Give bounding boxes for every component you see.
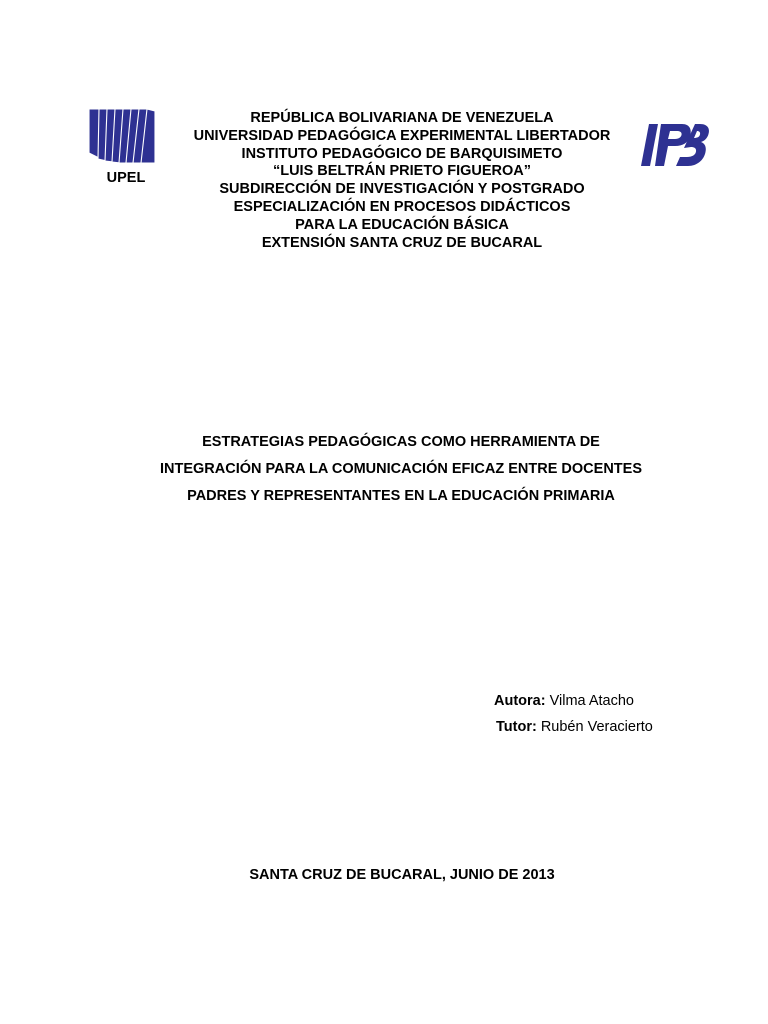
header-line: PARA LA EDUCACIÓN BÁSICA <box>295 216 509 233</box>
header-line: UNIVERSIDAD PEDAGÓGICA EXPERIMENTAL LIBERTADOR <box>193 127 611 144</box>
header-line: “LUIS BELTRÁN PRIETO FIGUEROA” <box>272 163 532 180</box>
header-line: INSTITUTO PEDAGÓGICO DE BARQUISIMETO <box>241 145 563 162</box>
authors-block <box>494 688 653 740</box>
tutor-label: Tutor: <box>496 719 537 735</box>
header-line: EXTENSIÓN SANTA CRUZ DE BUCARAL <box>261 234 543 251</box>
upel-label: UPEL <box>106 170 146 186</box>
title-line: PADRES Y REPRESENTANTES EN LA EDUCACIÓN PRIMARIA <box>187 488 615 504</box>
ipb-logo-icon <box>640 120 710 170</box>
author-row <box>494 688 653 714</box>
tutor-name: Rubén Veracierto <box>540 719 653 735</box>
header-line: REPÚBLICA BOLIVARIANA DE VENEZUELA <box>250 110 554 126</box>
upel-logo-icon <box>87 107 157 165</box>
title-line: ESTRATEGIAS PEDAGÓGICAS COMO HERRAMIENTA DE <box>202 434 600 450</box>
author-name: Vilma Atacho <box>549 693 634 709</box>
title-line: INTEGRACIÓN PARA LA COMUNICACIÓN EFICAZ ENTRE DOCENTES <box>160 461 642 477</box>
institution-header <box>160 110 644 252</box>
place-date: SANTA CRUZ DE BUCARAL, JUNIO DE 2013 <box>249 867 555 883</box>
tutor-row <box>494 714 653 740</box>
thesis-title <box>120 429 682 510</box>
author-label: Autora: <box>494 693 546 709</box>
header-line: ESPECIALIZACIÓN EN PROCESOS DIDÁCTICOS <box>233 198 571 215</box>
header-line: SUBDIRECCIÓN DE INVESTIGACIÓN Y POSTGRADO <box>219 181 585 198</box>
